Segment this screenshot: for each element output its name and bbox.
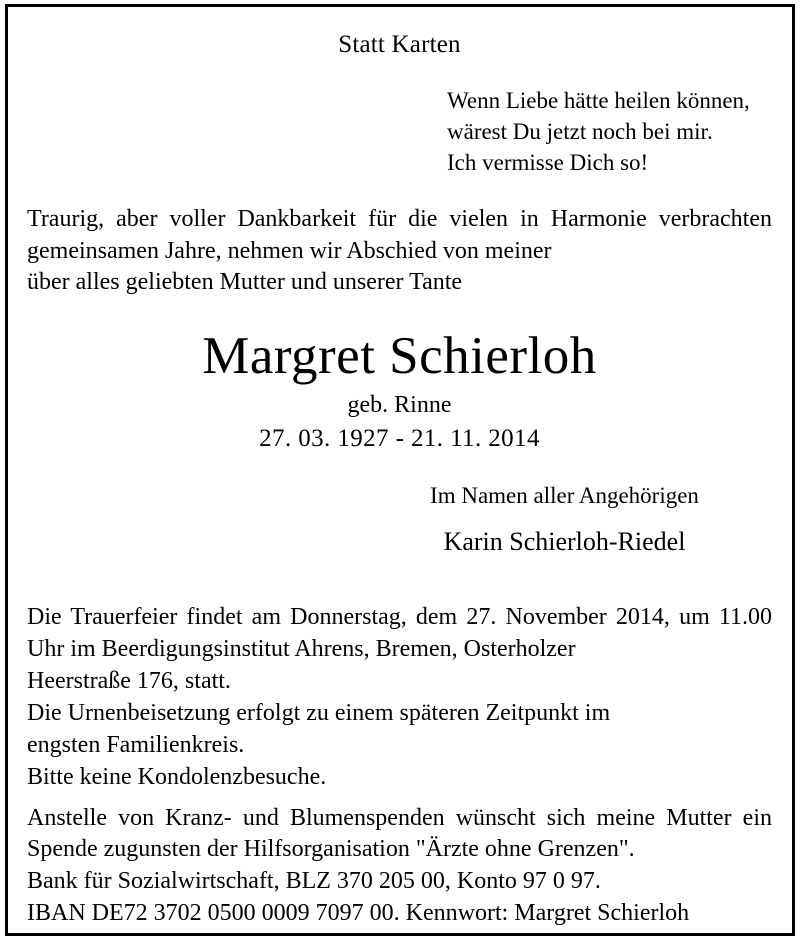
burial-paragraph [27, 698, 772, 762]
signature-intro-line: Im Namen aller Angehörigen [430, 483, 699, 509]
statt-karten-heading: Statt Karten [338, 31, 461, 58]
service-last-line: Heerstraße 176, statt. [27, 667, 231, 694]
burial-last-line: engsten Familienkreis. [27, 731, 245, 758]
deceased-maiden-name: geb. Rinne [347, 391, 452, 418]
poem-line-1: Wenn Liebe hätte heilen können, [447, 87, 750, 113]
notice-content [27, 4, 772, 936]
deceased-full-name: Margret Schierloh [202, 327, 597, 386]
service-paragraph [27, 602, 772, 698]
burial-main-text: Die Urnenbeisetzung erfolgt zu einem späteren Zeitpunkt im [27, 699, 611, 726]
donation-bank-line: Bank für Sozialwirtschaft, BLZ 370 205 00, Konto 97 0 97. [27, 868, 601, 895]
signature-name: Karin Schierloh-Riedel [443, 526, 686, 556]
intro-last-line: über alles geliebten Mutter und unserer Tante [27, 269, 463, 296]
donation-paragraph [27, 803, 772, 931]
poem-line-3: Ich vermisse Dich so! [447, 149, 649, 175]
deceased-name-block [27, 328, 772, 454]
intro-main-text: Traurig, aber voller Dankbarkeit für die vielen in Harmonie verbrachten gemeinsamen Jahre, nehmen wir Abschied von meiner [27, 205, 772, 264]
deceased-life-dates: 27. 03. 1927 - 21. 11. 2014 [259, 425, 540, 453]
intro-paragraph [27, 204, 772, 300]
funeral-details [27, 602, 772, 930]
donation-iban-line: IBAN DE72 3702 0500 0009 7097 00. Kennwort: Margret Schierloh [27, 900, 690, 927]
memorial-poem [447, 85, 772, 178]
donation-main-text: Anstelle von Kranz- und Blumenspenden wünscht sich meine Mutter ein Spende zugunsten der Hilfsorganisation "Ärzte ohne Grenzen". [27, 804, 772, 863]
service-main-text: Die Trauerfeier findet am Donnerstag, dem 27. November 2014, um 11.00 Uhr im Beerdigungsinstitut Ahrens, Bremen, Osterholzer [27, 604, 772, 663]
signature-block [357, 482, 772, 557]
poem-line-2: wärest Du jetzt noch bei mir. [447, 118, 713, 144]
no-condolence-visits-line: Bitte keine Kondolenzbesuche. [27, 763, 327, 790]
